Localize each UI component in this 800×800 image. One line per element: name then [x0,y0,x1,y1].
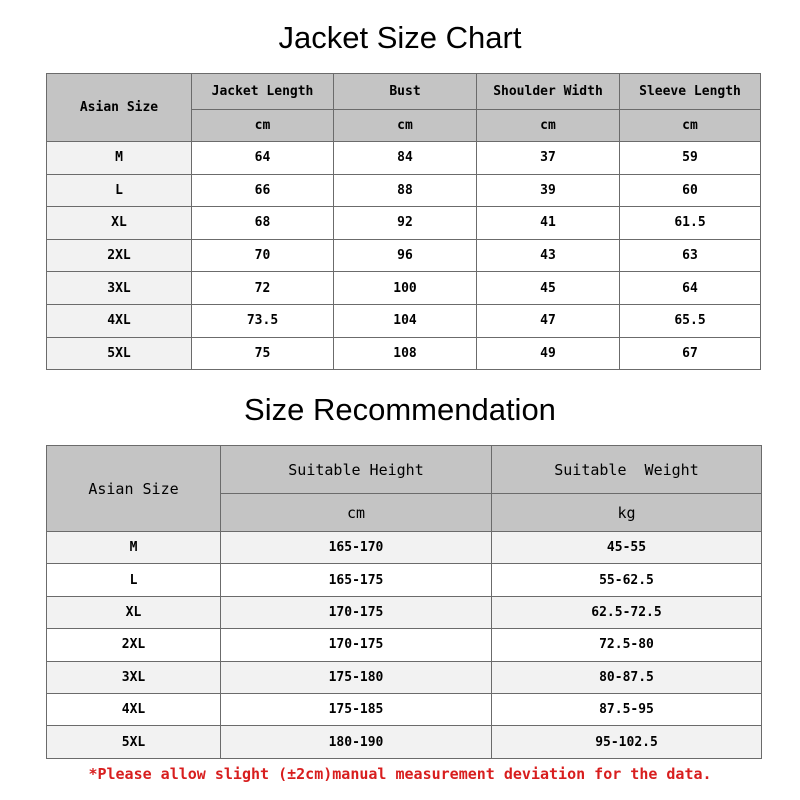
table-row [47,629,762,661]
table-row [47,726,762,758]
table-cell: 87.5-95 [492,693,762,725]
size-cell: 5XL [47,337,192,370]
column-header-jacket-length: Jacket Length [192,74,334,110]
table-cell: 80-87.5 [492,661,762,693]
table-cell: 175-185 [221,693,492,725]
unit-label: cm [221,494,492,532]
jacket-size-table [46,73,761,370]
table-row [47,596,762,628]
table-cell: 75 [192,337,334,370]
unit-label: cm [192,110,334,142]
table-row [47,304,761,337]
size-cell: 5XL [47,726,221,758]
table-row [47,272,761,305]
table-row [47,337,761,370]
size-cell: 3XL [47,272,192,305]
table-row [47,239,761,272]
table-cell: 37 [477,142,620,175]
table-row [47,207,761,240]
unit-label: kg [492,494,762,532]
column-header-shoulder-width: Shoulder Width [477,74,620,110]
column-header-suitable-height: Suitable Height [221,446,492,494]
size-cell: M [47,532,221,564]
table-cell: 61.5 [620,207,761,240]
table-cell: 64 [620,272,761,305]
table-cell: 64 [192,142,334,175]
table-cell: 88 [334,174,477,207]
column-header-sleeve-length: Sleeve Length [620,74,761,110]
table-cell: 67 [620,337,761,370]
table-cell: 68 [192,207,334,240]
table-cell: 66 [192,174,334,207]
table-row [47,142,761,175]
table-cell: 92 [334,207,477,240]
table-row [47,661,762,693]
size-cell: XL [47,596,221,628]
table-cell: 165-175 [221,564,492,596]
table-cell: 65.5 [620,304,761,337]
table-row [47,532,762,564]
column-header-suitable-weight: Suitable Weight [492,446,762,494]
table-cell: 100 [334,272,477,305]
column-header-bust: Bust [334,74,477,110]
table-row [47,174,761,207]
table-cell: 72 [192,272,334,305]
table-cell: 55-62.5 [492,564,762,596]
table-cell: 59 [620,142,761,175]
size-cell: L [47,564,221,596]
table-cell: 45-55 [492,532,762,564]
table-cell: 41 [477,207,620,240]
size-cell: 4XL [47,304,192,337]
size-cell: 4XL [47,693,221,725]
size-recommendation-title: Size Recommendation [244,392,556,427]
size-cell: 2XL [47,239,192,272]
jacket-size-chart-title: Jacket Size Chart [278,20,522,55]
table-cell: 84 [334,142,477,175]
table-cell: 70 [192,239,334,272]
size-cell: 2XL [47,629,221,661]
table-cell: 108 [334,337,477,370]
table-cell: 49 [477,337,620,370]
unit-label: cm [620,110,761,142]
unit-label: cm [477,110,620,142]
table-cell: 47 [477,304,620,337]
size-column-header: Asian Size [47,446,221,532]
size-cell: M [47,142,192,175]
table-cell: 39 [477,174,620,207]
table-cell: 170-175 [221,629,492,661]
size-recommendation-table [46,445,762,759]
table-cell: 180-190 [221,726,492,758]
table-cell: 165-170 [221,532,492,564]
table-cell: 63 [620,239,761,272]
unit-label: cm [334,110,477,142]
table-cell: 60 [620,174,761,207]
table-cell: 96 [334,239,477,272]
size-cell: L [47,174,192,207]
table-cell: 95-102.5 [492,726,762,758]
table-cell: 45 [477,272,620,305]
table-row [47,564,762,596]
size-cell: 3XL [47,661,221,693]
table-row [47,693,762,725]
table-cell: 72.5-80 [492,629,762,661]
table-cell: 43 [477,239,620,272]
size-column-header: Asian Size [47,74,192,142]
measurement-deviation-note: *Please allow slight (±2cm)manual measurement deviation for the data. [88,765,712,783]
table-cell: 170-175 [221,596,492,628]
table-cell: 73.5 [192,304,334,337]
size-cell: XL [47,207,192,240]
table-cell: 62.5-72.5 [492,596,762,628]
table-cell: 175-180 [221,661,492,693]
table-cell: 104 [334,304,477,337]
